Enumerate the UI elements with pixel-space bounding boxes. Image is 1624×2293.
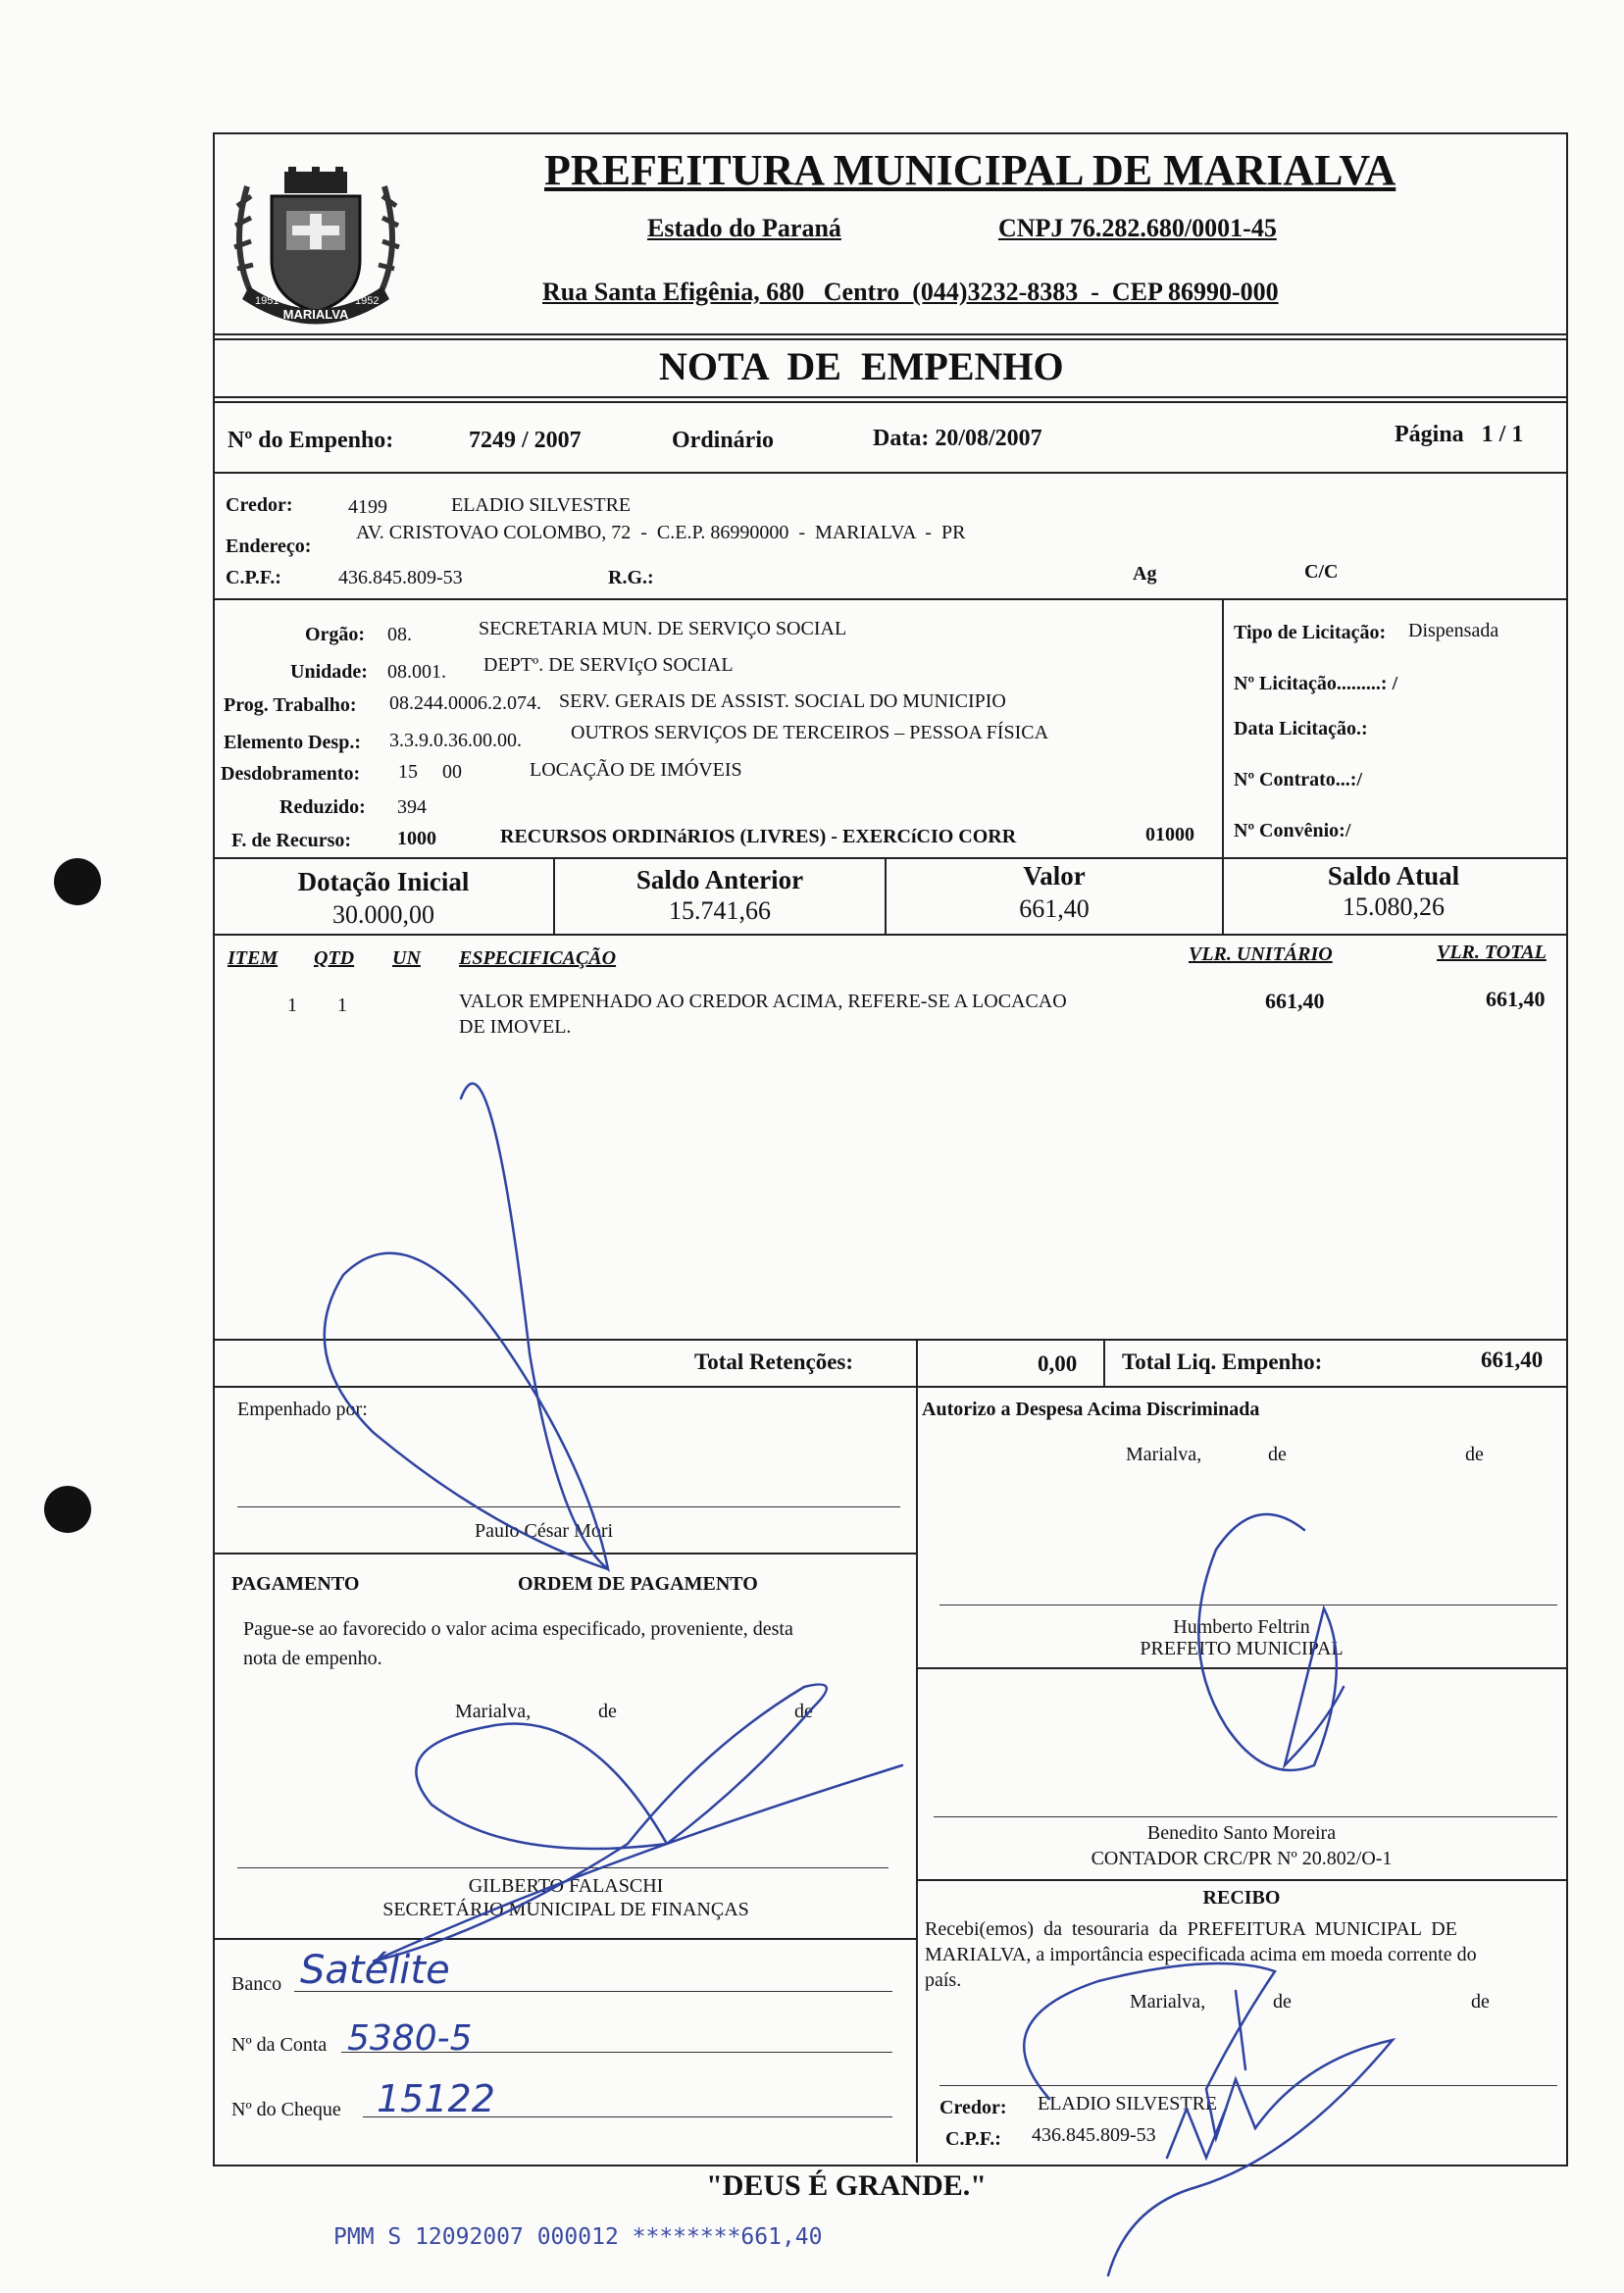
motto: "DEUS É GRANDE." <box>706 2169 987 2202</box>
cc-label: C/C <box>1304 561 1339 583</box>
autorizo-de-1: de <box>1268 1444 1287 1465</box>
num-licitacao: Nº Licitação.........: / <box>1234 673 1398 694</box>
signature-stroke <box>325 1084 608 1569</box>
pagamento-text-1: Pague-se ao favorecido o valor acima especificado, proveniente, desta <box>243 1618 793 1640</box>
recibo-text-1: Recebi(emos) da tesouraria da PREFEITURA MUNICIPAL DE <box>925 1918 1457 1940</box>
org-cnpj: CNPJ 76.282.680/0001-45 <box>998 214 1277 242</box>
contador-title: CONTADOR CRC/PR Nº 20.802/O-1 <box>1091 1848 1393 1869</box>
conta-label: Nº da Conta <box>231 2034 328 2056</box>
unidade-code: 08.001. <box>387 661 446 683</box>
banco-label: Banco <box>231 1973 282 1995</box>
recurso-code: 1000 <box>397 828 436 849</box>
tipo-licitacao-value: Dispensada <box>1408 620 1499 641</box>
total-retencoes-value: 0,00 <box>1038 1351 1078 1376</box>
credor-label: Credor: <box>226 494 293 516</box>
org-address: Rua Santa Efigênia, 680 Centro (044)3232-8383 - CEP 86990-000 <box>542 278 1279 306</box>
vlr-total-header: VLR. TOTAL <box>1437 942 1547 963</box>
saldo-atual-label: Saldo Atual <box>1327 861 1460 891</box>
saldo-anterior-value: 15.741,66 <box>669 896 771 925</box>
banco-value: Satélite <box>300 1948 450 1993</box>
recibo-credor-name: ELADIO SILVESTRE <box>1038 2093 1218 2115</box>
pagamento-place: Marialva, <box>455 1701 532 1722</box>
recibo-label: RECIBO <box>1202 1887 1281 1909</box>
autorizo-de-2: de <box>1465 1444 1484 1465</box>
item-header: ITEM <box>228 947 279 969</box>
prefeito-title: PREFEITO MUNICIPAL <box>1140 1638 1344 1659</box>
especificacao-header: ESPECIFICAÇÃO <box>459 947 617 969</box>
page-number: Página 1 / 1 <box>1395 422 1524 447</box>
prefeito-name: Humberto Feltrin <box>1173 1616 1310 1638</box>
tipo-licitacao-label: Tipo de Licitação: <box>1234 622 1387 643</box>
empenho-date: Data: 20/08/2007 <box>873 426 1042 451</box>
recibo-cpf-value: 436.845.809-53 <box>1032 2124 1156 2146</box>
num-contrato: Nº Contrato...:/ <box>1234 769 1363 790</box>
valor-value: 661,40 <box>1019 894 1090 923</box>
total-liq-label: Total Liq. Empenho: <box>1122 1350 1323 1374</box>
saldo-anterior-label: Saldo Anterior <box>635 865 804 894</box>
rg-label: R.G.: <box>608 567 654 588</box>
orgao-label: Orgão: <box>305 624 366 645</box>
conta-value: 5380-5 <box>347 2018 473 2059</box>
total-retencoes-label: Total Retenções: <box>694 1350 854 1374</box>
recibo-de-2: de <box>1471 1991 1490 2013</box>
seal-year-right: 1952 <box>355 295 380 307</box>
cpf-label: C.P.F.: <box>226 567 281 588</box>
autorizo-place: Marialva, <box>1126 1444 1202 1465</box>
doc-title: NOTA DE EMPENHO <box>659 344 1064 388</box>
recibo-text-2: MARIALVA, a importância especificada acima em moeda corrente do <box>925 1944 1477 1965</box>
total-liq-value: 661,40 <box>1481 1348 1544 1372</box>
credor-name: ELADIO SILVESTRE <box>451 494 632 516</box>
cheque-value: 15122 <box>377 2077 495 2120</box>
desdobramento-name: LOCAÇÃO DE IMÓVEIS <box>530 759 742 781</box>
elemento-label: Elemento Desp.: <box>224 732 361 753</box>
recibo-place: Marialva, <box>1130 1991 1206 2013</box>
org-title: PREFEITURA MUNICIPAL DE MARIALVA <box>544 146 1396 194</box>
dotacao-inicial-label: Dotação Inicial <box>297 867 470 896</box>
cheque-label: Nº do Cheque <box>231 2099 341 2120</box>
row-desc-line2: DE IMOVEL. <box>459 1016 572 1038</box>
un-header: UN <box>392 947 421 969</box>
credor-code: 4199 <box>348 496 387 518</box>
recibo-de-1: de <box>1273 1991 1292 2013</box>
dotacao-inicial-value: 30.000,00 <box>332 900 434 929</box>
pagamento-de-1: de <box>598 1701 617 1722</box>
secretario-name: GILBERTO FALASCHI <box>468 1875 664 1897</box>
endereco-label: Endereço: <box>226 535 312 557</box>
seal-year-left: 1951 <box>255 295 279 307</box>
unidade-label: Unidade: <box>290 661 368 683</box>
contador-name: Benedito Santo Moreira <box>1146 1822 1337 1844</box>
unidade-name: DEPTº. DE SERVIçO SOCIAL <box>483 654 734 676</box>
saldo-atual-value: 15.080,26 <box>1343 892 1445 921</box>
row-unit: 661,40 <box>1265 989 1325 1013</box>
row-qtd: 1 <box>337 994 347 1016</box>
seal-text: MARIALVA <box>282 307 349 322</box>
autorizo-label: Autorizo a Despesa Acima Discriminada <box>922 1399 1260 1420</box>
num-convenio: Nº Convênio:/ <box>1234 820 1351 841</box>
signature-stroke <box>1024 1963 1393 2275</box>
elemento-name: OUTROS SERVIÇOS DE TERCEIROS – PESSOA FÍSICA <box>571 722 1049 743</box>
data-licitacao: Data Licitação.: <box>1234 718 1368 739</box>
desdobramento-code: 15 00 <box>398 761 462 783</box>
secretario-title: SECRETÁRIO MUNICIPAL DE FINANÇAS <box>382 1899 749 1920</box>
valor-label: Valor <box>1023 861 1086 891</box>
signature-stroke <box>1167 1991 1245 2158</box>
org-state: Estado do Paraná <box>647 214 841 242</box>
prog-code: 08.244.0006.2.074. <box>389 692 541 714</box>
prog-name: SERV. GERAIS DE ASSIST. SOCIAL DO MUNICIPIO <box>559 690 1006 712</box>
reduzido-label: Reduzido: <box>279 796 366 818</box>
ordem-pagamento-label: ORDEM DE PAGAMENTO <box>518 1573 758 1595</box>
vlr-unitario-header: VLR. UNITÁRIO <box>1189 943 1333 965</box>
row-total: 661,40 <box>1486 987 1546 1011</box>
credor-cpf: 436.845.809-53 <box>338 567 463 588</box>
empenhado-label: Empenhado por: <box>237 1399 368 1420</box>
signature-stroke <box>1198 1514 1344 1770</box>
orgao-name: SECRETARIA MUN. DE SERVIÇO SOCIAL <box>479 618 847 639</box>
elemento-code: 3.3.9.0.36.00.00. <box>389 730 522 751</box>
empenhado-name: Paulo César Mori <box>475 1520 614 1542</box>
pagamento-text-2: nota de empenho. <box>243 1648 382 1669</box>
credor-address: AV. CRISTOVAO COLOMBO, 72 - C.E.P. 86990000 - MARIALVA - PR <box>356 522 966 543</box>
recibo-credor-label: Credor: <box>939 2097 1007 2118</box>
recurso-name: RECURSOS ORDINáRIOS (LIVRES) - EXERCíCIO CORR <box>500 826 1017 847</box>
pagamento-label: PAGAMENTO <box>231 1573 360 1595</box>
empenho-number: 7249 / 2007 <box>469 428 582 453</box>
reduzido-code: 394 <box>397 796 427 818</box>
prog-label: Prog. Trabalho: <box>224 694 357 716</box>
orgao-code: 08. <box>387 624 412 645</box>
qtd-header: QTD <box>314 947 355 969</box>
signature-stroke <box>373 1685 902 1962</box>
recurso-label: F. de Recurso: <box>231 830 352 851</box>
bank-stamp: PMM S 12092007 000012 ********661,40 <box>333 2224 823 2250</box>
recurso-number: 01000 <box>1145 824 1194 845</box>
pagamento-de-2: de <box>794 1701 813 1722</box>
ag-label: Ag <box>1133 563 1157 585</box>
recibo-cpf-label: C.P.F.: <box>945 2128 1001 2150</box>
recibo-text-3: país. <box>925 1969 962 1991</box>
empenho-number-label: Nº do Empenho: <box>228 428 394 453</box>
desdobramento-label: Desdobramento: <box>221 763 361 785</box>
row-desc-line1: VALOR EMPENHADO AO CREDOR ACIMA, REFERE-SE A LOCACAO <box>459 991 1067 1012</box>
row-item: 1 <box>287 994 297 1016</box>
empenho-type: Ordinário <box>672 428 775 453</box>
